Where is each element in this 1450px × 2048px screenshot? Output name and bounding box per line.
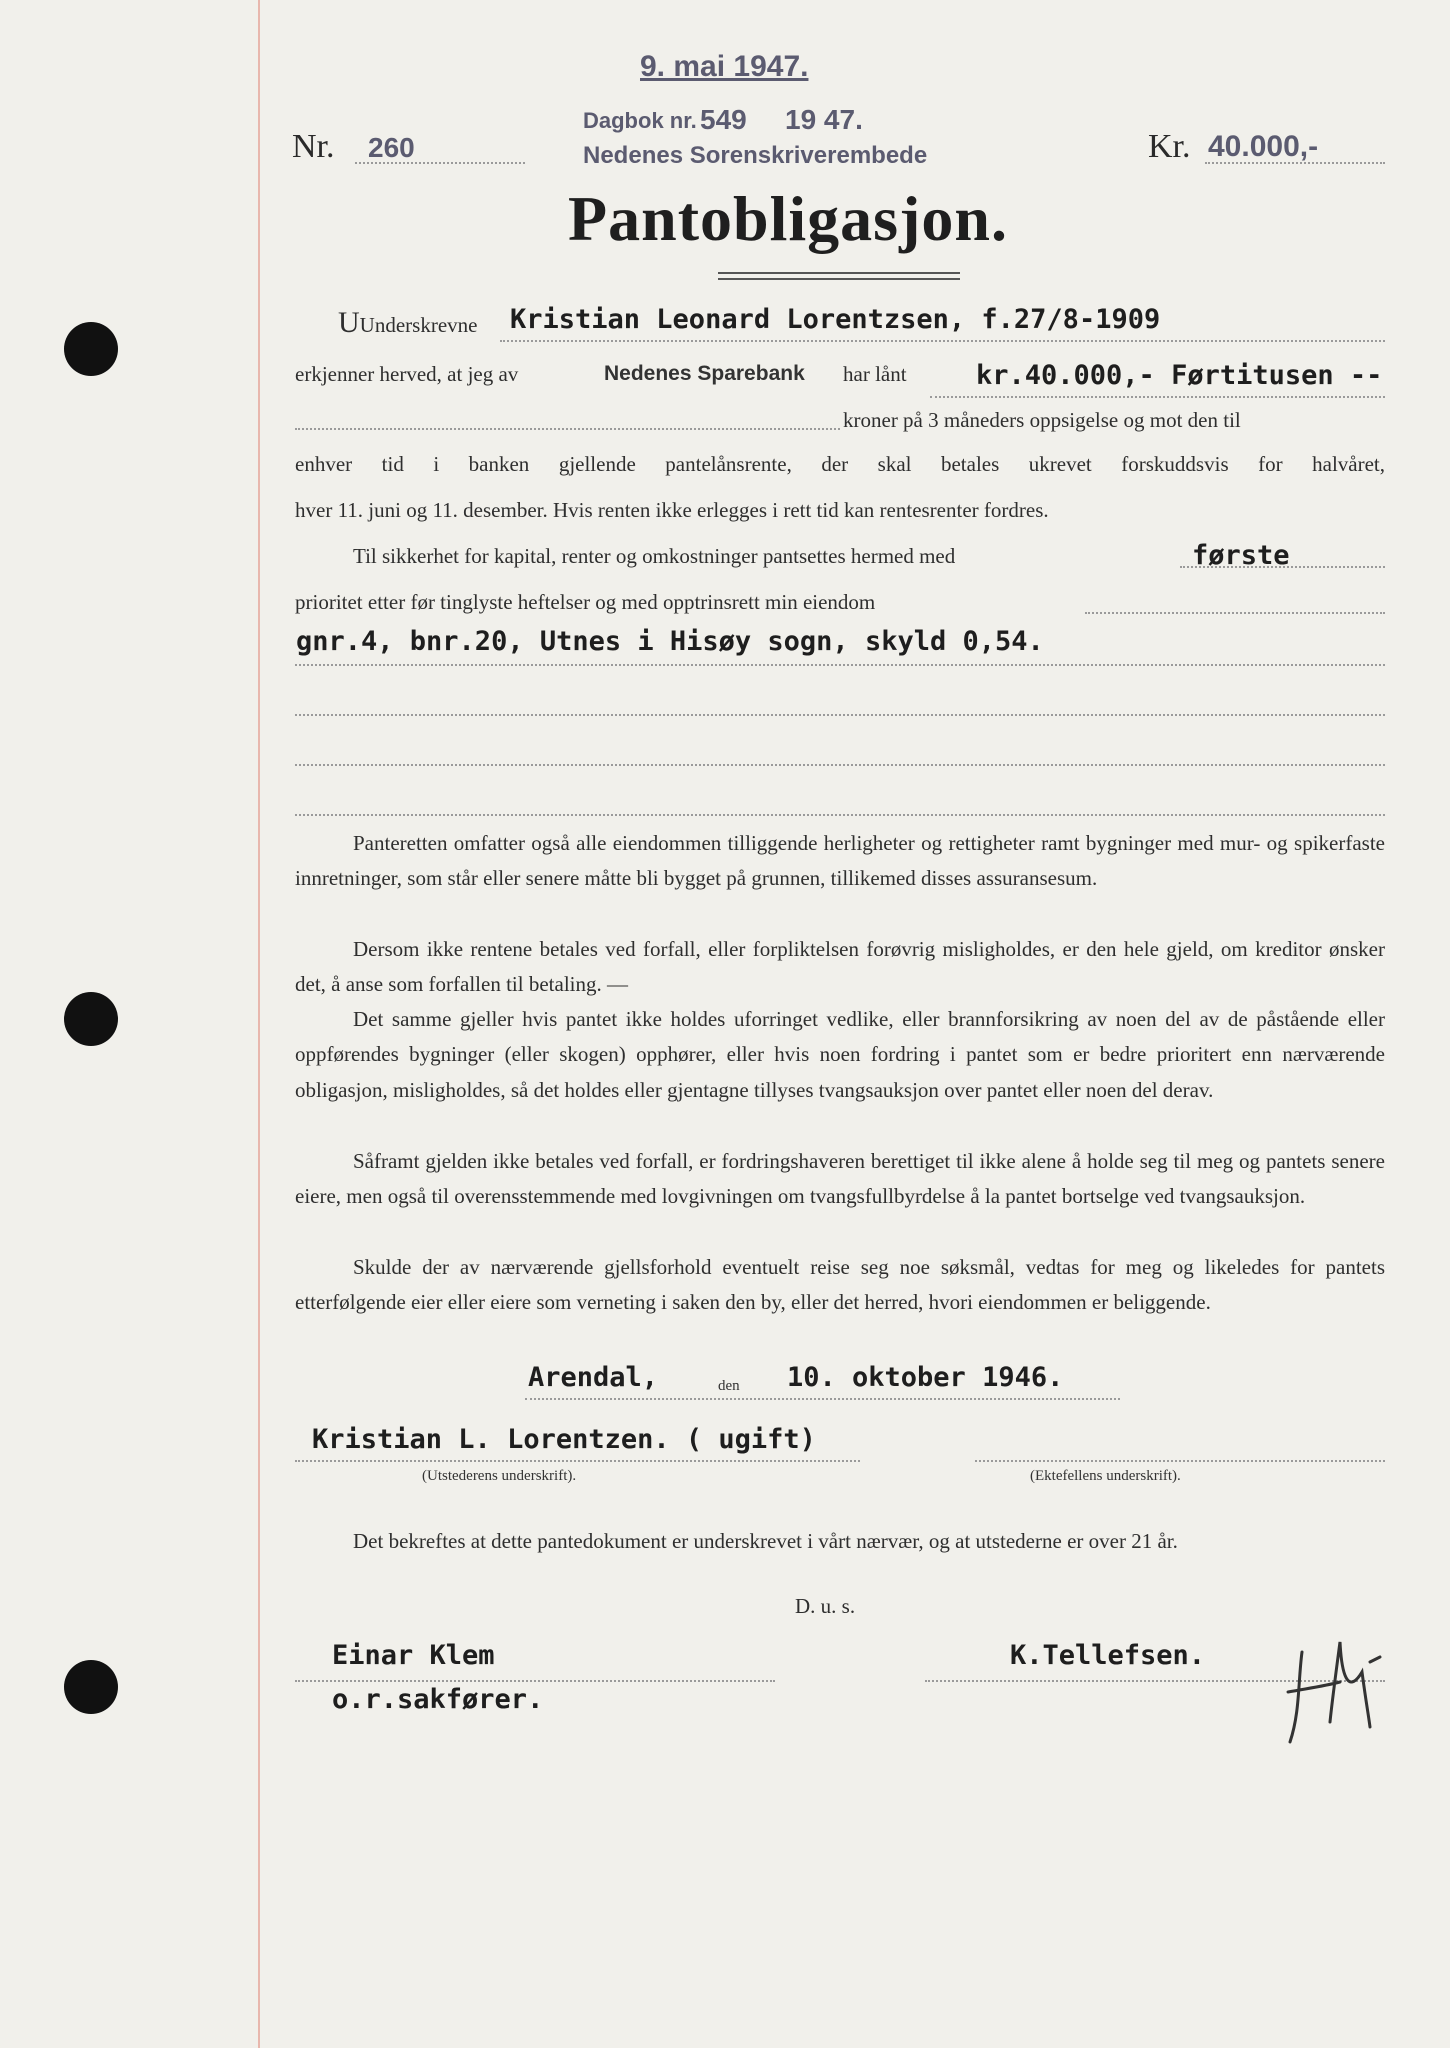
clause-text: Skulde der av nærværende gjellsforhold eventuelt reise seg noe søksmål, vedtas for meg og likeledes for pantets etterfølgende eier eller eiere som verneting i saken den by, eller det herred, hvori eiendommen er beliggende. (295, 1255, 1385, 1315)
punch-hole-bottom (64, 1660, 118, 1714)
priority-typed: første (1192, 540, 1290, 571)
punch-hole-middle (64, 992, 118, 1046)
witness-confirmation (295, 1524, 1385, 1559)
clause-text: Det samme gjeller hvis pantet ikke holdes uforringet vedlike, eller brannforsikring av noen del av de påstående eller oppførendes bygninger (eller skogen) opphører, eller hvis noen fordring i pantet som er bedre prioritert enn nærværende obligasjon, misligholdes, så det holdes eller gjentagne tillyses tvangsauksjon over pantet eller noen del derav. (295, 1007, 1385, 1102)
witness2-name: K.Tellefsen. (1010, 1640, 1206, 1671)
amount-label: Kr. (1148, 128, 1191, 165)
signing-place: Arendal, (528, 1362, 659, 1393)
clause-forfall (295, 932, 1385, 1003)
bank-name: Nedenes Sparebank (604, 362, 805, 385)
signing-date: 10. oktober 1946. (787, 1362, 1064, 1393)
loan-line-2: enhver tid i banken gjellende pantelånsrente, der skal betales ukrevet forskuddsvis for halvåret, (295, 452, 1385, 476)
security-line-2: prioritet etter før tinglyste heftelser og med opptrinsrett min eiendom (295, 590, 876, 614)
office-stamp: Nedenes Sorenskriverembede (583, 142, 928, 169)
document-title: Pantobligasjon. (568, 183, 1008, 254)
spouse-signature-line (975, 1460, 1385, 1462)
clause-vedlikehold (295, 1002, 1385, 1108)
spouse-caption: (Ektefellens underskrift). (1030, 1468, 1181, 1484)
debtor-dotted-line (500, 340, 1385, 342)
priority-dotted-line (1180, 566, 1385, 568)
property-typed: gnr.4, bnr.20, Utnes i Hisøy sogn, skyld 0,54. (296, 626, 1044, 657)
punch-hole-top (64, 322, 118, 376)
issuer-signature: Kristian L. Lorentzen. ( ugift) (312, 1424, 816, 1455)
dagbok-number: 549 (700, 104, 747, 135)
debtor-name: Kristian Leonard Lorentzsen, f.27/8-1909 (510, 304, 1161, 335)
blank-dotted-line-2 (295, 764, 1385, 766)
blank-dotted-line-3 (295, 814, 1385, 816)
clause-panterett (295, 826, 1385, 897)
property-dotted-line-b (295, 664, 1385, 666)
debtor-label: UUnderskrevne (338, 306, 478, 339)
dagbok-year: 19 47. (785, 104, 863, 135)
clause-text: Panteretten omfatter også alle eiendommen tilliggende herligheter og rettigheter ramt bygninger med mur- og spikerfaste innretninger, som står eller senere måtte bli bygget på grunnen, tillikemed disses assuransesum. (295, 831, 1385, 891)
witness1-name: Einar Klem (332, 1640, 495, 1671)
witness1-dotted-line (295, 1680, 775, 1682)
loan-line-3: hver 11. juni og 11. desember. Hvis renten ikke erlegges i rett tid kan rentesrenter fordres. (295, 498, 1049, 522)
issuer-signature-line (295, 1460, 860, 1462)
clause-tvangsauksjon (295, 1144, 1385, 1215)
debtor-label-text: Underskrevne (359, 313, 478, 337)
date-stamp: 9. mai 1947. (640, 50, 809, 83)
amount-dotted-line (1205, 162, 1385, 164)
loan-kroner-line: kroner på 3 måneders oppsigelse og mot den til (843, 408, 1241, 432)
blank-dotted-line-1 (295, 714, 1385, 716)
margin-rule (258, 0, 260, 2048)
nr-dotted-line (355, 162, 525, 164)
nr-value: 260 (368, 132, 415, 163)
kroner-dotted-line (295, 428, 840, 430)
security-line-1: Til sikkerhet for kapital, renter og omkostninger pantsettes hermed med (353, 544, 956, 568)
loan-text-before-bank: erkjenner herved, at jeg av (295, 362, 519, 386)
loan-amount-typed: kr.40.000,- Førtitusen -- (976, 360, 1383, 391)
title-underline (718, 272, 960, 280)
confirmation-text: Det bekreftes at dette pantedokument er underskrevet i vårt nærvær, og at utstederne er over 21 år. (353, 1529, 1178, 1553)
property-dotted-line-a (1085, 612, 1385, 614)
dus-text: D. u. s. (795, 1594, 856, 1618)
clause-text: Såframt gjelden ikke betales ved forfall, er fordringshaveren berettiget til ikke alene å holde seg til meg og pantets senere eiere, men også til overensstemmende med lovgivningen om tvangsfullbyrdelse å la pantet bortselge ved tvangsauksjon. (295, 1149, 1385, 1209)
loan-dotted-line (930, 396, 1385, 398)
loan-text-after-bank: har lånt (843, 362, 907, 386)
clause-text: Dersom ikke rentene betales ved forfall, eller forpliktelsen forøvrig misligholdes, er den hele gjeld, om kreditor ønsker det, å anse som forfallen til betaling. — (295, 937, 1385, 997)
witness1-title: o.r.sakfører. (332, 1684, 544, 1715)
nr-label: Nr. (292, 128, 335, 165)
issuer-caption: (Utstederens underskrift). (422, 1468, 577, 1484)
dagbok-label: Dagbok nr. (583, 108, 697, 133)
amount-value: 40.000,- (1208, 130, 1319, 163)
clause-verneting (295, 1250, 1385, 1321)
handwritten-initials (1270, 1622, 1390, 1762)
signing-dotted-line (525, 1398, 1120, 1400)
den-label: den (718, 1378, 740, 1394)
